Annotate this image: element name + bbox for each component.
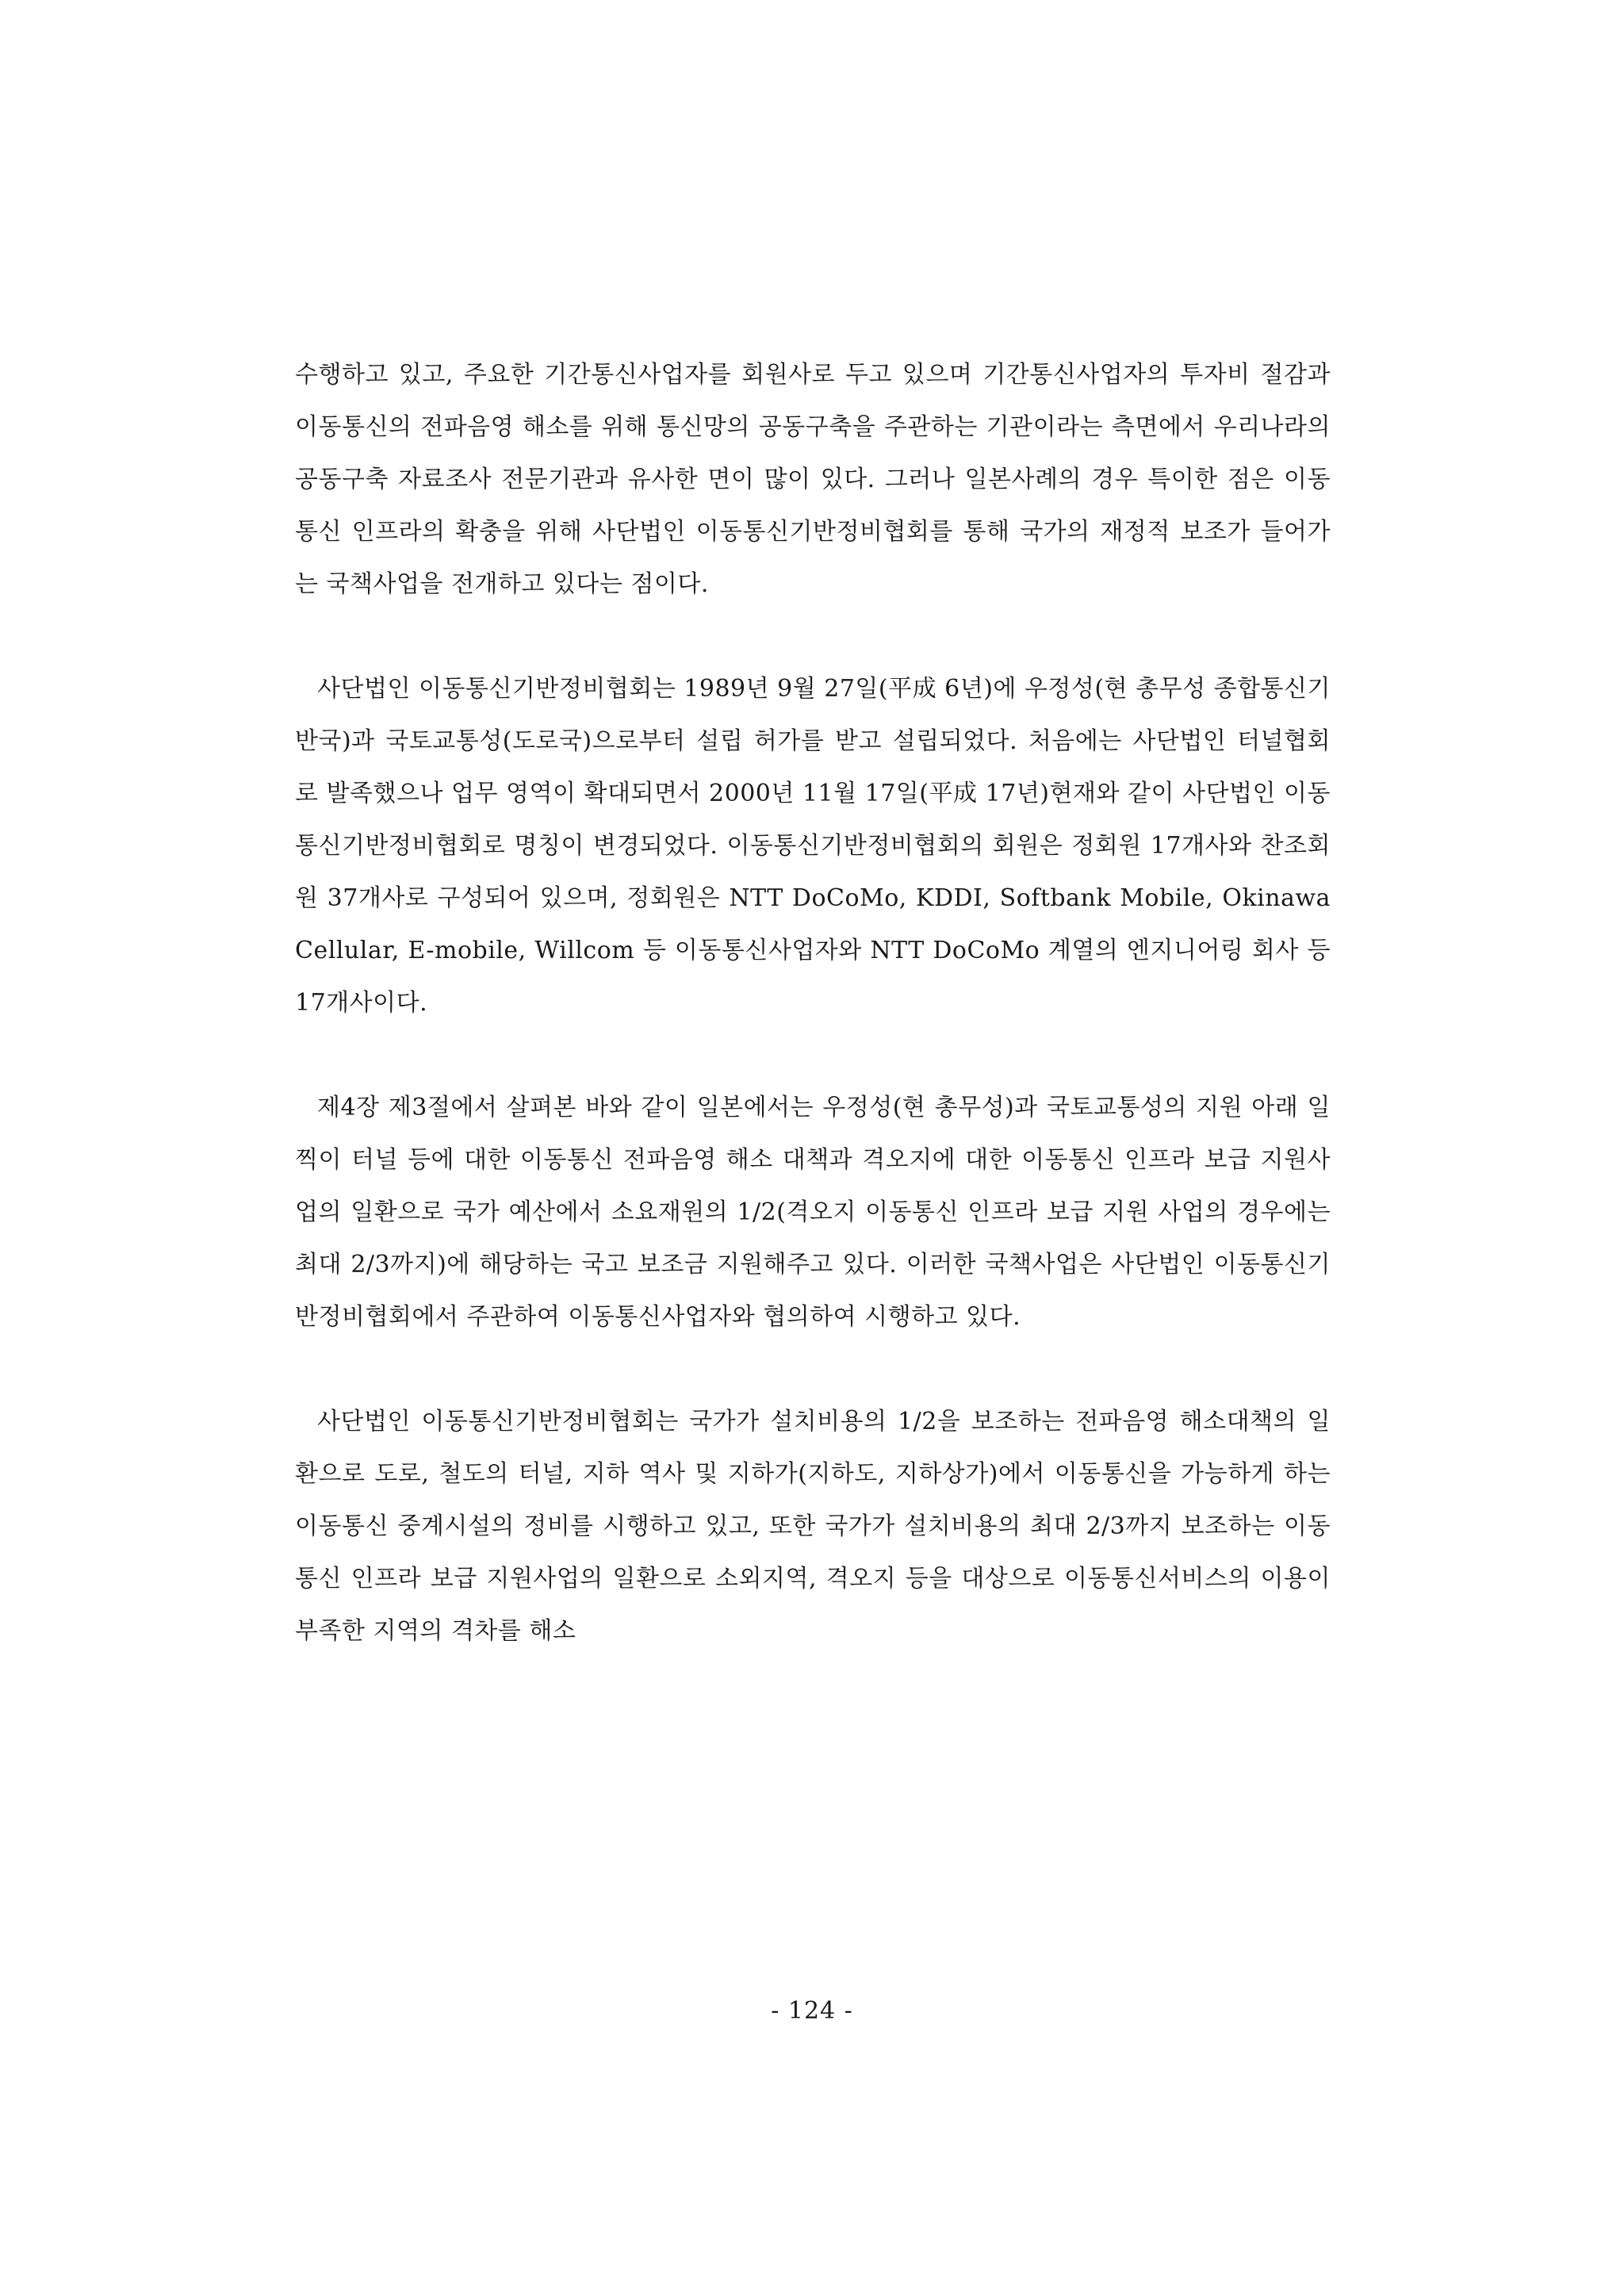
paragraph-4: 사단법인 이동통신기반정비협회는 국가가 설치비용의 1/2을 보조하는 전파음영 해소대책의 일환으로 도로, 철도의 터널, 지하 역사 및 지하가(지하도, 지하상가)에서 이동통신을 가능하게 하는 이동통신 중계시설의 정비를 시행하고 있고, 또한 국가가 설치비용의 최대 2/3까지 보조하는 이동통신 인프라 보급 지원사업의 일환으로 소외지역, 격오지 등을 대상으로 이동통신서비스의 이용이 부족한 지역의 격차를 해소 (295, 1408, 1331, 1645)
body-text (295, 349, 1331, 1658)
paragraph-2: 사단법인 이동통신기반정비협회는 1989년 9월 27일(平成 6년)에 우정성(현 총무성 종합통신기반국)과 국토교통성(도로국)으로부터 설립 허가를 받고 설립되었다. 처음에는 사단법인 터널협회로 발족했으나 업무 영역이 확대되면서 2000년 11월 17일(平成 17년)현재와 같이 사단법인 이동통신기반정비협회로 명칭이 변경되었다. 이동통신기반정비협회의 회원은 정회원 17개사와 찬조회원 37개사로 구성되어 있으며, 정회원은 NTT DoCoMo, KDDI, Softbank Mobile, Okinawa Cellular, E-mobile, Willcom 등 이동통신사업자와 NTT DoCoMo 계열의 엔지니어링 회사 등 17개사이다. (295, 675, 1331, 1017)
page-number: - 124 - (771, 1997, 853, 2025)
paragraph-3: 제4장 제3절에서 살펴본 바와 같이 일본에서는 우정성(현 총무성)과 국토교통성의 지원 아래 일찍이 터널 등에 대한 이동통신 전파음영 해소 대책과 격오지에 대한 이동통신 인프라 보급 지원사업의 일환으로 국가 예산에서 소요재원의 1/2(격오지 이동통신 인프라 보급 지원 사업의 경우에는 최대 2/3까지)에 해당하는 국고 보조금 지원해주고 있다. 이러한 국책사업은 사단법인 이동통신기반정비협회에서 주관하여 이동통신사업자와 협의하여 시행하고 있다. (295, 1094, 1331, 1331)
paragraph-1: 수행하고 있고, 주요한 기간통신사업자를 회원사로 두고 있으며 기간통신사업자의 투자비 절감과 이동통신의 전파음영 해소를 위해 통신망의 공동구축을 주관하는 기관이라는 측면에서 우리나라의 공동구축 자료조사 전문기관과 유사한 면이 많이 있다. 그러나 일본사례의 경우 특이한 점은 이동통신 인프라의 확충을 위해 사단법인 이동통신기반정비협회를 통해 국가의 재정적 보조가 들어가는 국책사업을 전개하고 있다는 점이다. (295, 361, 1331, 598)
